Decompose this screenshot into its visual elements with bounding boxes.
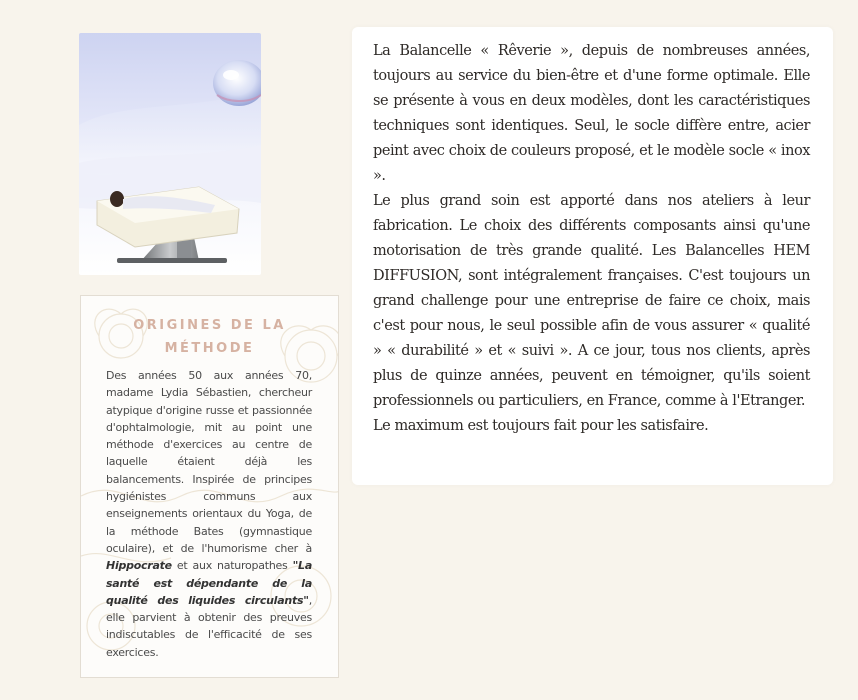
- main-paragraph-2: Le plus grand soin est apporté dans nos ateliers à leur fabrication. Le choix des différents composants ainsi qu'une motorisation de très grande qualité. Les Balancelles HEM DIFFUSION, sont intégralement françaises. C'est toujours un grand challenge pour une entreprise de faire ce choix, mais c'est pour nous, le seul possible afin de vous assurer « qualité » « durabilité » et « suivi ». A ce jour, tous nos clients, après plus de quinze années, peuvent en témoigner, qu'ils soient professionnels ou particuliers, en France, comme à l'Etranger.: [373, 193, 810, 409]
- person: [110, 191, 124, 207]
- product-photo: [79, 33, 261, 275]
- main-paragraph-1: La Balancelle « Rêverie », depuis de nombreuses années, toujours au service du bien-être et d'une forme optimale. Elle se présente à vous en deux modèles, dont les caractéristiques techniques sont identiques. Seul, le socle diffère entre, acier peint avec choix de couleurs proposé, et le modèle socle « inox ».: [373, 43, 810, 184]
- origines-title: ORIGINES DE LA MÉTHODE: [133, 318, 286, 356]
- origines-text: [106, 367, 312, 661]
- balancelle-illustration: [79, 33, 261, 275]
- origines-quote: "La santé est dépendante de la qualité des liquides circulants": [106, 559, 312, 607]
- origines-card: [80, 295, 339, 678]
- hippocrate-name: Hippocrate: [106, 559, 172, 573]
- main-paragraph-3: Le maximum est toujours fait pour les satisfaire.: [373, 418, 709, 434]
- origines-body-part-3: , elle parvient à obtenir des preuves indiscutables de l'efficacité de ses exercices.: [106, 593, 312, 659]
- origines-body-part-2: et aux naturopathes: [171, 559, 293, 573]
- origines-body-part-1: Des années 50 aux années 70, madame Lydia Sébastien, chercheur atypique d'origine russe et passionnée d'ophtalmologie, mit au point une méthode d'exercices au centre de laquelle étaient déjà les balancements. Inspirée de principes hygiénistes communs aux enseignements orientaux du Yoga, de la méthode Bates (gymnastique oculaire), et de l'humorisme cher à: [106, 369, 312, 555]
- main-text-box: [352, 27, 833, 485]
